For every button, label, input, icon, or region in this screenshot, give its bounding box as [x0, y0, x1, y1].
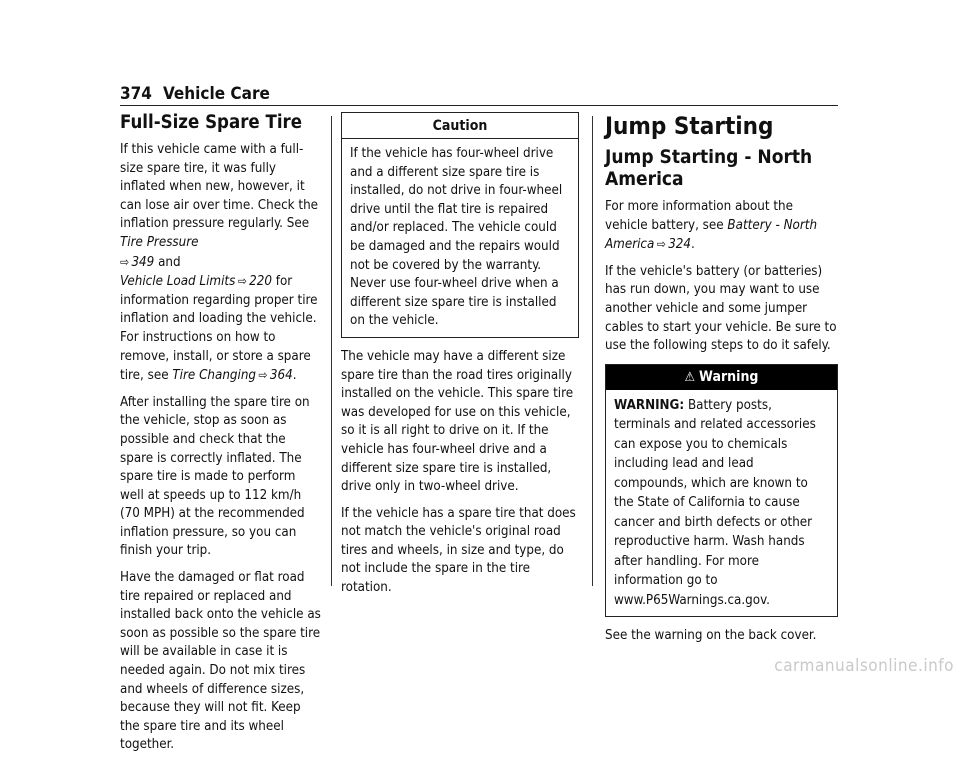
column-middle: [341, 112, 579, 606]
page-number: 374: [120, 84, 152, 104]
heading-jump-starting: Jump Starting: [605, 112, 774, 140]
link-vehicle-load-limits[interactable]: Vehicle Load Limits: [120, 274, 236, 290]
column-divider: [331, 116, 332, 586]
caution-text: If the vehicle has four-wheel drive and a different size spare tire is installed, do not drive in four-wheel drive until the flat tire is repaired and/or replaced. The vehicle could be damaged and the repairs would not be covered by the warranty. Never use four-wheel drive when a different size spare tire is installed on the vehicle.: [350, 146, 563, 329]
paragraph: For more information about the vehicle battery, see Battery - North America ⇨ 324.: [605, 199, 818, 253]
page-ref-icon: ⇨: [656, 237, 666, 252]
section-title: Vehicle Care: [163, 84, 270, 104]
caution-box: [341, 112, 579, 338]
paragraph: The vehicle may have a different size spare tire than the road tires originally installed on the vehicle. This spare tire was developed for use on this vehicle, so it is all right to drive on it. If the vehicle has four-wheel drive and a different size spare tire is installed, drive only in two-wheel drive.: [341, 348, 574, 495]
column-right: [605, 112, 838, 654]
page-ref-icon: ⇨: [258, 368, 268, 383]
heading-full-size-spare: Full-Size Spare Tire: [120, 112, 303, 133]
warning-text: WARNING: Battery posts, terminals and related accessories can expose you to chemicals including lead and lead compounds, which are known to the State of California to cause cancer and birth defects or other reproductive harm. Wash hands after handling. For more information go to www.P65Warnings.ca.gov.: [614, 397, 816, 608]
page-ref-icon: ⇨: [120, 254, 130, 269]
paragraph: See the warning on the back cover.: [605, 628, 817, 644]
link-page-324[interactable]: 324: [668, 237, 692, 253]
paragraph: If this vehicle came with a full-size spare tire, it was fully inflated when new, however, it can lose air over time. Check the inflation pressure regularly. See Tire Pressure ⇨ 349 and Vehicle Load Limits ⇨ 220 for information regarding proper tire inflation and loading the vehicle. For instructions on how to remove, install, or store a spare tire, see Tire Changing ⇨ 364.: [120, 142, 319, 384]
page-header: [120, 83, 838, 106]
paragraph: After installing the spare tire on the vehicle, stop as soon as possible and check that the spare is correctly inflated. The spare tire is made to perform well at speeds up to 112 km/h (70 MPH) at the recommended inflation pressure, so you can finish your trip.: [120, 394, 310, 559]
warning-triangle-icon: ⚠: [684, 369, 696, 385]
warning-box: [605, 364, 838, 618]
column-left: [120, 112, 322, 763]
link-tire-pressure[interactable]: Tire Pressure: [120, 234, 199, 250]
link-page-220[interactable]: 220: [249, 274, 272, 290]
paragraph: Have the damaged or flat road tire repaired or replaced and installed back onto the vehicle as soon as possible so the spare tire will be available in case it is needed again. Do not mix tires and wheels of difference sizes, because they will not fit. Keep the spare tire and its wheel together.: [120, 570, 321, 753]
column-divider: [592, 116, 593, 586]
link-tire-changing[interactable]: Tire Changing: [172, 368, 257, 384]
link-page-364[interactable]: 364: [269, 368, 293, 384]
paragraph: If the vehicle has a spare tire that does not match the vehicle's original road tires and wheels, in size and type, do not include the spare in the tire rotation.: [341, 505, 576, 596]
subheading-jump-starting-na: Jump Starting - North America: [605, 146, 813, 190]
warning-title-bar: ⚠ Warning: [606, 365, 837, 390]
caution-title: Caution: [342, 113, 578, 139]
paragraph: If the vehicle's battery (or batteries) has run down, you may want to use another vehicle and some jumper cables to start your vehicle. Be sure to use the following steps to do it safely.: [605, 263, 837, 354]
page-ref-icon: ⇨: [237, 274, 247, 289]
link-battery-north-america[interactable]: Battery - North America: [605, 217, 818, 253]
watermark: carmanualsonline.info: [774, 656, 954, 676]
link-page-349[interactable]: 349: [131, 254, 155, 270]
